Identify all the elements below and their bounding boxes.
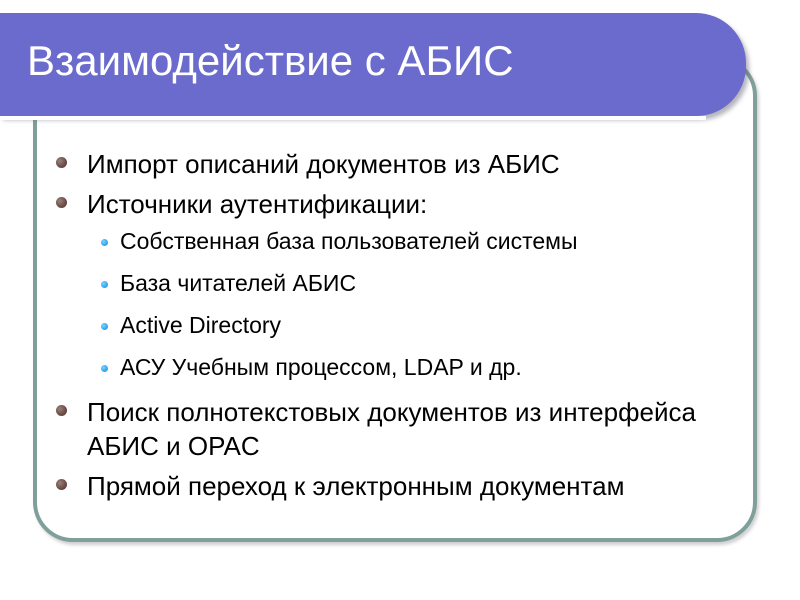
bullet-dot-icon — [56, 405, 67, 416]
bullet-item — [55, 187, 745, 221]
sub-bullet-text: Собственная база пользователей системы — [120, 228, 578, 254]
bullet-dot-icon — [56, 157, 67, 168]
bullet-text: Импорт описаний документов из АБИС — [87, 149, 560, 179]
sub-bullet-item — [55, 269, 745, 298]
bullet-text: Прямой переход к электронным документам — [87, 471, 625, 501]
sub-bullet-dot-icon — [101, 365, 108, 372]
bullet-item — [55, 469, 745, 503]
sub-bullet-text: Active Directory — [120, 312, 282, 338]
bullet-item — [55, 395, 745, 463]
bullet-item — [55, 147, 745, 181]
bullet-dot-icon — [56, 479, 67, 490]
bullet-dot-icon — [56, 197, 67, 208]
bullet-text: Источники аутентификации: — [87, 189, 428, 219]
sub-bullet-item — [55, 311, 745, 340]
sub-bullet-item — [55, 353, 745, 382]
sub-bullet-text: АСУ Учебным процессом, LDAP и др. — [120, 354, 522, 380]
sub-bullet-list — [55, 227, 745, 382]
sub-bullet-item — [55, 227, 745, 256]
bullet-list — [55, 147, 745, 509]
title-underline — [0, 116, 706, 120]
bullet-text: Поиск полнотекстовых документов из интерфейса АБИС и OPAC — [87, 397, 696, 461]
sub-bullet-dot-icon — [101, 323, 108, 330]
sub-bullet-text: База читателей АБИС — [120, 270, 357, 296]
slide-title: Взаимодействие с АБИС — [27, 37, 514, 84]
sub-bullet-dot-icon — [101, 281, 108, 288]
sub-bullet-group — [55, 227, 745, 382]
sub-bullet-dot-icon — [101, 239, 108, 246]
